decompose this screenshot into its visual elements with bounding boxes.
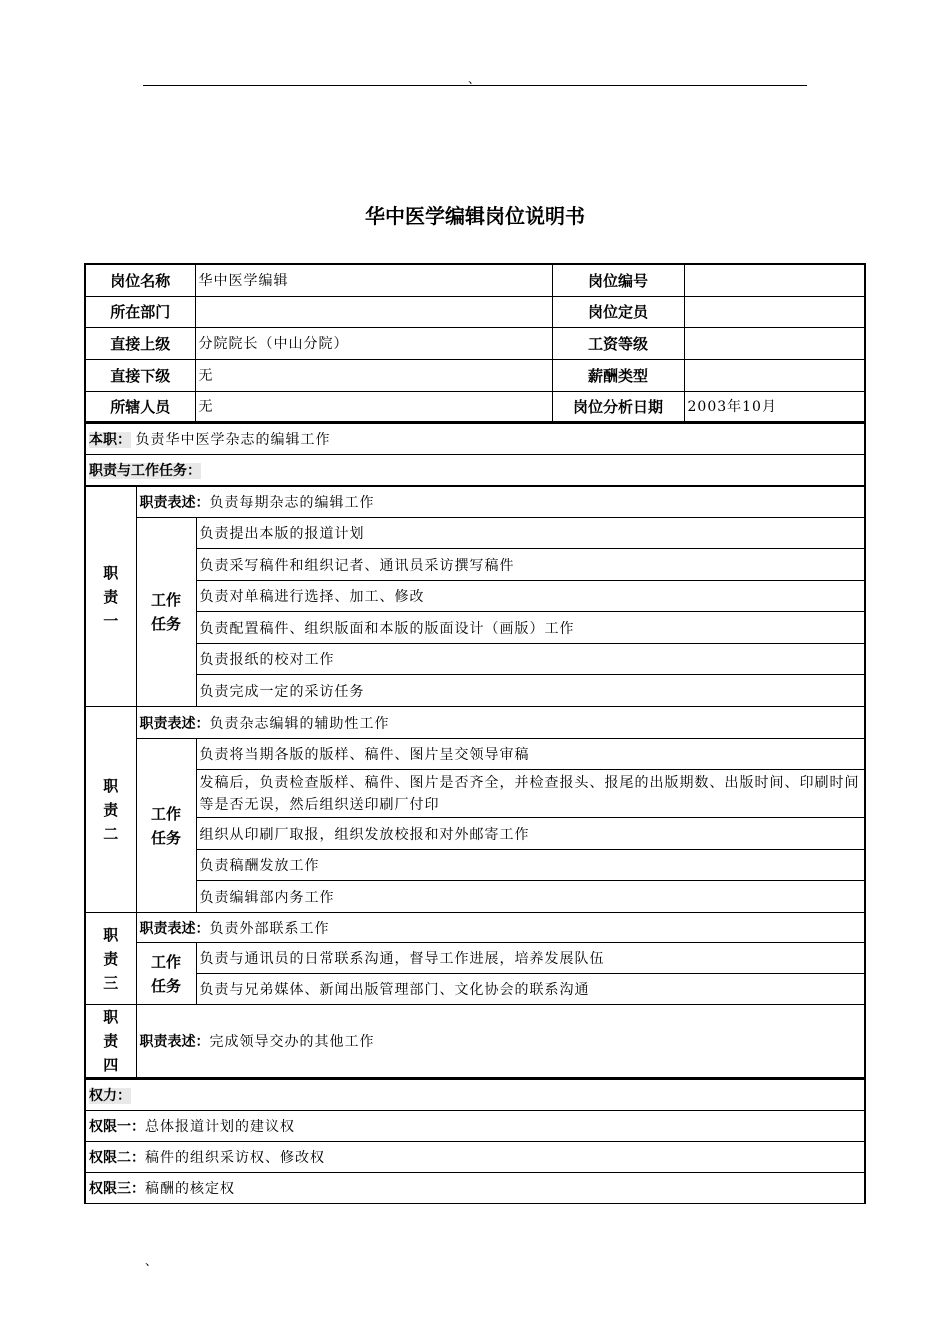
document-title: 华中医学编辑岗位说明书 <box>365 204 585 228</box>
authority-row <box>85 1141 865 1172</box>
task-row <box>85 770 865 818</box>
statement-label: 职责表述： <box>139 920 210 937</box>
quota-label: 岗位定员 <box>552 296 684 327</box>
job-description-form <box>84 263 866 1204</box>
info-row <box>85 296 865 327</box>
staff-label: 所辖人员 <box>85 391 195 422</box>
task-row <box>85 881 865 913</box>
basic-info-table <box>84 263 866 423</box>
info-row <box>85 264 865 296</box>
task-row <box>85 850 865 881</box>
task-item: 负责完成一定的采访任务 <box>196 675 865 707</box>
superior-label: 直接上级 <box>85 327 195 359</box>
statement-text: 完成领导交办的其他工作 <box>209 1034 375 1050</box>
subordinate-value: 无 <box>195 359 552 391</box>
duty-3-task-label: 工作 任务 <box>136 943 196 1005</box>
duty-1-name: 职 责 一 <box>85 487 136 707</box>
duties-header-cell <box>85 455 865 486</box>
position-name-value: 华中医学编辑 <box>195 264 552 296</box>
authority-table <box>84 1078 866 1204</box>
task-item: 负责将当期各版的版样、稿件、图片呈交领导审稿 <box>196 739 865 770</box>
task-row <box>85 818 865 850</box>
task-row <box>85 644 865 675</box>
task-row <box>85 581 865 612</box>
duty-2-statement <box>136 707 865 739</box>
duty-3-name: 职 责 三 <box>85 913 136 1005</box>
statement-label: 职责表述： <box>139 715 210 732</box>
superior-value: 分院院长（中山分院） <box>195 327 552 359</box>
authority-label: 权限一： <box>89 1118 145 1135</box>
authority-text: 稿件的组织采访权、修改权 <box>145 1149 325 1166</box>
duty-2-name: 职 责 二 <box>85 707 136 913</box>
authority-header: 权力： <box>89 1087 131 1104</box>
duty-1-statement-row <box>85 487 865 518</box>
salary-grade-value <box>684 327 865 359</box>
analysis-date-value: 2003年10月 <box>684 391 865 422</box>
authority-item <box>85 1172 865 1203</box>
pay-type-value <box>684 359 865 391</box>
duty-4-name: 职 责 四 <box>85 1005 136 1078</box>
statement-text: 负责外部联系工作 <box>209 920 330 937</box>
duty-summary-cell <box>85 424 865 455</box>
task-item: 负责与兄弟媒体、新闻出版管理部门、文化协会的联系沟通 <box>196 974 865 1005</box>
task-row <box>85 974 865 1005</box>
duty-2-statement-row <box>85 707 865 739</box>
task-row <box>85 739 865 770</box>
department-label: 所在部门 <box>85 296 195 327</box>
header-mark: 、 <box>468 72 481 86</box>
duty-summary-row <box>85 424 865 455</box>
task-row <box>85 518 865 549</box>
task-item: 负责编辑部内务工作 <box>196 881 865 913</box>
task-item: 负责提出本版的报道计划 <box>196 518 865 549</box>
task-item: 发稿后，负责检查版样、稿件、图片是否齐全，并检查报头、报尾的出版期数、出版时间、印刷时间等是否无误，然后组织送印刷厂付印 <box>196 770 865 818</box>
info-row <box>85 391 865 422</box>
duty-summary-text: 负责华中医学杂志的编辑工作 <box>135 432 331 448</box>
task-item: 负责报纸的校对工作 <box>196 644 865 675</box>
task-item: 负责稿酬发放工作 <box>196 850 865 881</box>
authority-item <box>85 1110 865 1141</box>
salary-grade-label: 工资等级 <box>552 327 684 359</box>
duty-summary-table <box>84 423 866 486</box>
department-value <box>195 296 552 327</box>
position-no-value <box>684 264 865 296</box>
staff-value: 无 <box>195 391 552 422</box>
authority-header-row <box>85 1079 865 1110</box>
task-item: 组织从印刷厂取报，组织发放校报和对外邮寄工作 <box>196 818 865 850</box>
authority-text: 总体报道计划的建议权 <box>145 1118 295 1135</box>
authority-row <box>85 1172 865 1203</box>
statement-text: 负责杂志编辑的辅助性工作 <box>209 715 390 732</box>
task-item: 负责与通讯员的日常联系沟通，督导工作进展，培养发展队伍 <box>196 943 865 974</box>
authority-label: 权限二： <box>89 1149 145 1166</box>
duties-header-row <box>85 455 865 486</box>
info-row <box>85 359 865 391</box>
duty-4-statement <box>136 1005 865 1078</box>
authority-header-cell <box>85 1079 865 1110</box>
duty-3-statement-row <box>85 913 865 943</box>
duty-1-task-label: 工作 任务 <box>136 518 196 707</box>
task-item: 负责对单稿进行选择、加工、修改 <box>196 581 865 612</box>
duties-table <box>84 486 866 1078</box>
info-row <box>85 327 865 359</box>
duty-3-statement <box>136 913 865 943</box>
task-row <box>85 675 865 707</box>
task-row <box>85 612 865 644</box>
statement-text: 负责每期杂志的编辑工作 <box>209 495 375 511</box>
footer-mark: 、 <box>145 1254 158 1268</box>
duty-summary-label: 本职： <box>89 432 131 448</box>
task-row <box>85 549 865 581</box>
subordinate-label: 直接下级 <box>85 359 195 391</box>
analysis-date-label: 岗位分析日期 <box>552 391 684 422</box>
authority-row <box>85 1110 865 1141</box>
statement-label: 职责表述： <box>139 495 210 511</box>
task-item: 负责配置稿件、组织版面和本版的版面设计（画版）工作 <box>196 612 865 644</box>
duty-1-statement <box>136 487 865 518</box>
duty-2-task-label: 工作 任务 <box>136 739 196 913</box>
authority-text: 稿酬的核定权 <box>145 1180 235 1197</box>
duties-header: 职责与工作任务： <box>89 463 201 479</box>
duty-4-statement-row <box>85 1005 865 1078</box>
position-no-label: 岗位编号 <box>552 264 684 296</box>
task-row <box>85 943 865 974</box>
pay-type-label: 薪酬类型 <box>552 359 684 391</box>
task-item: 负责采写稿件和组织记者、通讯员采访撰写稿件 <box>196 549 865 581</box>
header-rule <box>143 85 807 86</box>
quota-value <box>684 296 865 327</box>
authority-label: 权限三： <box>89 1180 145 1197</box>
statement-label: 职责表述： <box>139 1034 210 1050</box>
position-name-label: 岗位名称 <box>85 264 195 296</box>
authority-item <box>85 1141 865 1172</box>
